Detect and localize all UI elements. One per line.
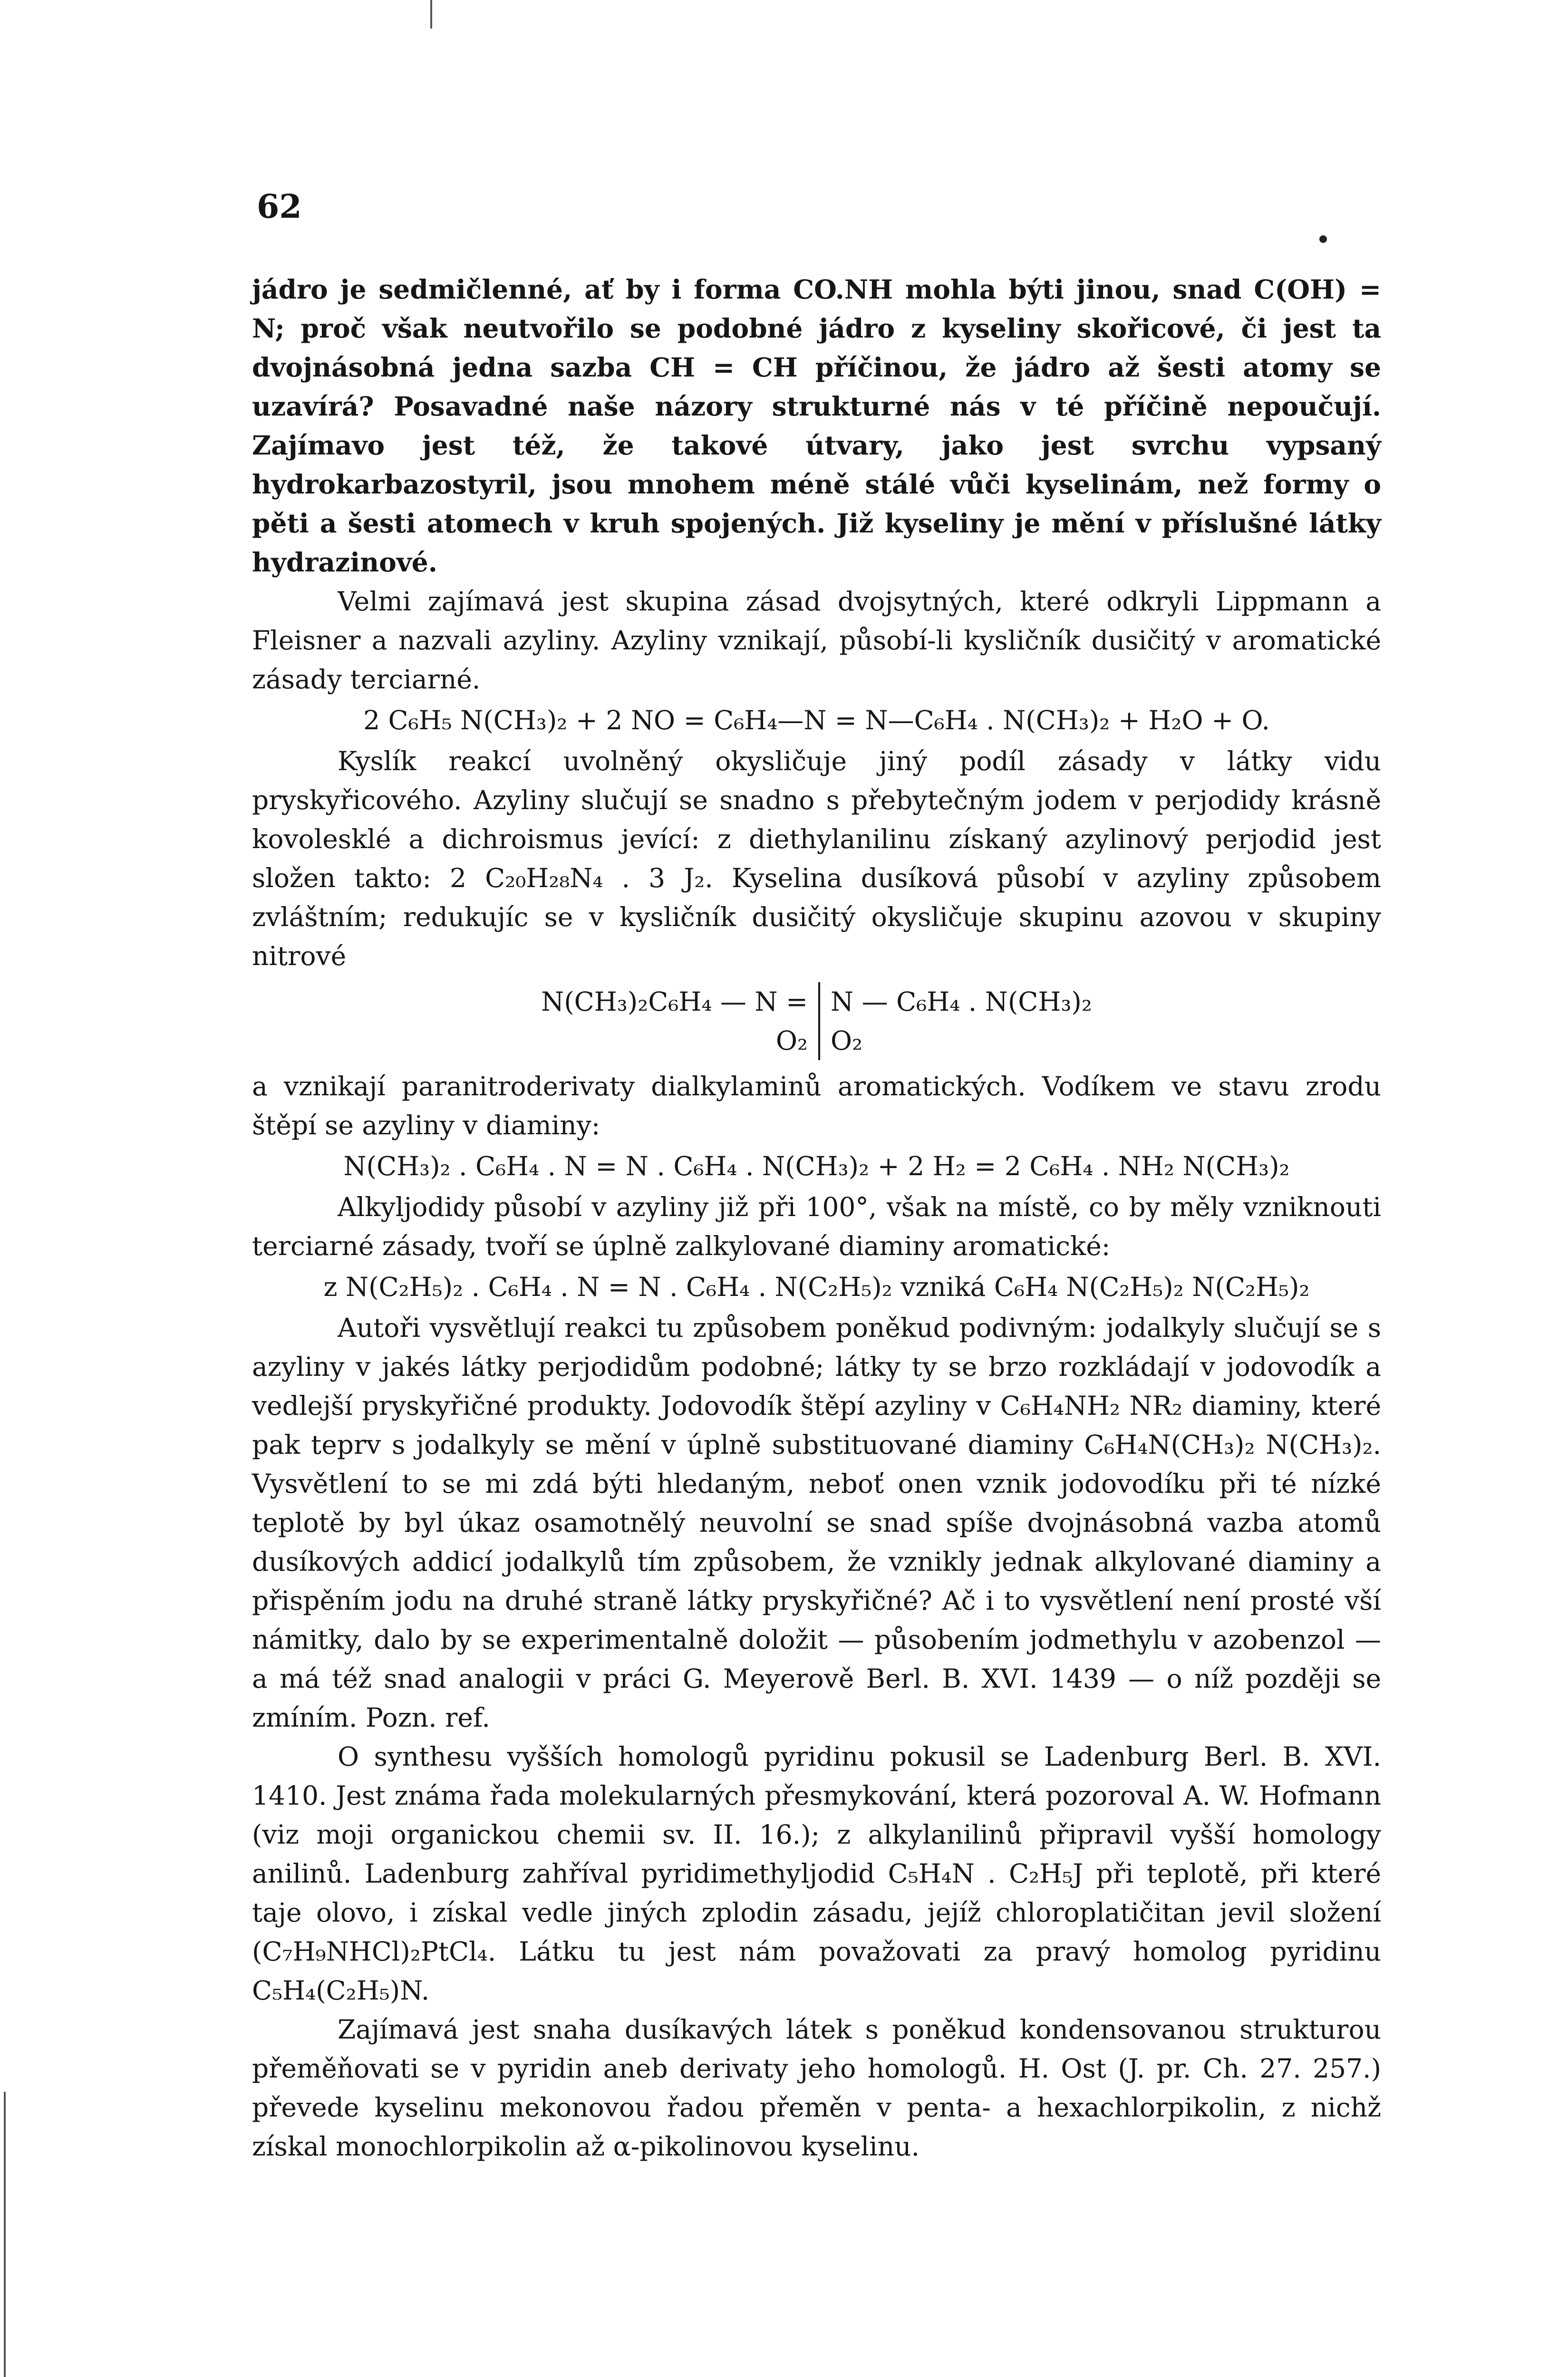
formula-reduction: N(CH₃)₂ . C₆H₄ . N = N . C₆H₄ . N(CH₃)₂ + 2 H₂ = 2 C₆H₄ . NH₂ N(CH₃)₂ bbox=[343, 1151, 1290, 1181]
formula-nitro-right-top: N — C₆H₄ . N(CH₃)₂ bbox=[831, 986, 1092, 1017]
formula-nitro-groups bbox=[252, 982, 1381, 1060]
formula-azylin-formation: 2 C₆H₅ N(CH₃)₂ + 2 NO = C₆H₄—N = N—C₆H₄ . N(CH₃)₂ + H₂O + O. bbox=[363, 705, 1270, 735]
scan-edge-left bbox=[4, 2092, 6, 2377]
paragraph-3: Kyslík reakcí uvolněný okysličuje jiný podíl zásady v látky vidu pryskyřicového. Azyliny slučují se snadno s přebytečným jodem v perjodidy krásně kovolesklé a dichroismus jevící: z diethylanilinu získaný azylinový perjodid jest složen takto: 2 C₂₀H₂₈N₄ . 3 J₂. Kyselina dusíková působí v azyliny způsobem zvláštním; redukujíc se v kysličník dusičitý okysličuje skupinu azovou v skupiny nitrové bbox=[252, 746, 1381, 971]
formula-alkylation: z N(C₂H₅)₂ . C₆H₄ . N = N . C₆H₄ . N(C₂H₅)₂ vzniká C₆H₄ N(C₂H₅)₂ N(C₂H₅)₂ bbox=[323, 1272, 1310, 1302]
formula-nitro-left-top: N(CH₃)₂C₆H₄ — N = bbox=[541, 986, 808, 1017]
paragraph-4: a vznikají paranitroderivaty dialkylaminů aromatických. Vodíkem ve stavu zrodu štěpí se azyliny v diaminy: bbox=[252, 1071, 1381, 1140]
formula-nitro-left bbox=[541, 982, 818, 1060]
page-number: 62 bbox=[257, 188, 302, 226]
paragraph-6: Autoři vysvětlují reakci tu způsobem poněkud podivným: jodalkyly slučují se s azyliny v jakés látky perjodidům podobné; látky ty se brzo rozkládají v jodovodík a vedlejší pryskyřičné produkty. Jodovodík štěpí azyliny v C₆H₄NH₂ NR₂ diaminy, které pak teprv s jodalkyly se mění v úplně substituované diaminy C₆H₄N(CH₃)₂ N(CH₃)₂. Vysvětlení to se mi zdá býti hledaným, neboť onen vznik jodovodíku při té nízké teplotě by byl úkaz osamotnělý neuvolní se snad spíše dvojnásobná vazba atomů dusíkových addicí jodalkylů tím způsobem, že vznikly jednak alkylované diaminy a přispěním jodu na druhé straně látky pryskyřičné? Ač i to vysvětlení není prosté vší námitky, dalo by se experimentalně doložit — působením jodmethylu v azobenzol — a má též snad analogii v práci G. Meyerově Berl. B. XVI. 1439 — o níž později se zmíním. Pozn. ref. bbox=[252, 1313, 1381, 1733]
formula-nitro-left-bottom: O₂ bbox=[775, 1025, 808, 1056]
scan-edge-top bbox=[430, 0, 432, 29]
paragraph-1: jádro je sedmičlenné, ať by i forma CO.NH mohla býti jinou, snad C(OH) = N; proč však neutvořilo se podobné jádro z kyseliny skořicové, či jest ta dvojnásobná jedna sazba CH = CH příčinou, že jádro až šesti atomy se uzavírá? Posavadné naše názory strukturné nás v té příčině nepoučují. Zajímavo jest též, že takové útvary, jako jest svrchu vypsaný hydrokarbazostyril, jsou mnohem méně stálé vůči kyselinám, než formy o pěti a šesti atomech v kruh spojených. Již kyseliny je mění v příslušné látky hydrazinové. bbox=[252, 274, 1381, 578]
scan-speck bbox=[1319, 235, 1327, 243]
page-body bbox=[252, 270, 1381, 2166]
paragraph-7: O synthesu vyšších homologů pyridinu pokusil se Ladenburg Berl. B. XVI. 1410. Jest známa řada molekularných přesmykování, která pozoroval A. W. Hofmann (viz moji organickou chemii sv. II. 16.); z alkylanilinů připravil vyšší homology anilinů. Ladenburg zahříval pyridimethyljodid C₅H₄N . C₂H₅J při teplotě, při které taje olovo, i získal vedle jiných zplodin zásadu, jejíž chloroplatičitan jevil složení (C₇H₉NHCl)₂PtCl₄. Látku tu jest nám považovati za pravý homolog pyridinu C₅H₄(C₂H₅)N. bbox=[252, 1741, 1381, 2006]
paragraph-8: Zajímavá jest snaha dusíkavých látek s poněkud kondensovanou strukturou přeměňovati se v pyridin aneb derivaty jeho homologů. H. Ost (J. pr. Ch. 27. 257.) převede kyselinu mekonovou řadou přeměn v penta- a hexachlorpikolin, z nichž získal monochlorpikolin až α-pikolinovou kyselinu. bbox=[252, 2014, 1381, 2162]
formula-nitro-right-bottom: O₂ bbox=[831, 1025, 863, 1056]
paragraph-5: Alkyljodidy působí v azyliny již při 100°, však na místě, co by měly vzniknouti terciarné zásady, tvoří se úplně zalkylované diaminy aromatické: bbox=[252, 1192, 1381, 1261]
paragraph-2: Velmi zajímavá jest skupina zásad dvojsytných, které odkryli Lippmann a Fleisner a nazvali azyliny. Azyliny vznikají, působí-li kysličník dusičitý v aromatické zásady terciarné. bbox=[252, 586, 1381, 695]
formula-nitro-right bbox=[818, 982, 1092, 1060]
